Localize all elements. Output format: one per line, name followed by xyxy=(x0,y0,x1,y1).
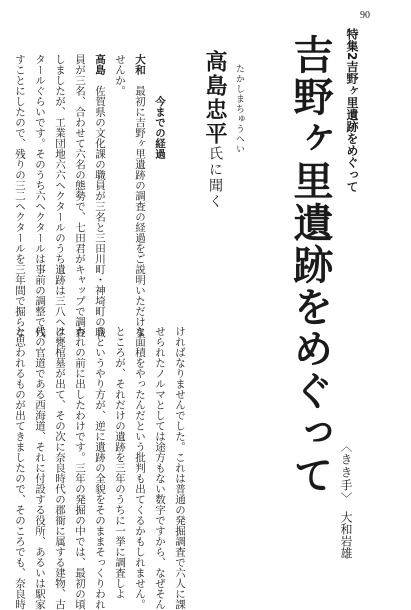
page-number: 90 xyxy=(360,10,370,21)
series-subtitle: 吉野ヶ里遺跡をめぐって xyxy=(345,60,359,193)
body-line: ければなりませんでした。これは普通の発掘調査で六人に課 xyxy=(174,326,186,610)
body-line: うというやり方が、逆に遺跡の全貌をそのままそっくりわれ xyxy=(94,326,106,610)
interviewee-suffix: 氏に聞く xyxy=(207,146,223,210)
body-line: ところが、それだけの遺跡を三年のうちに一挙に調査しよ xyxy=(114,326,126,599)
body-line: しましたが、工業団地六六ヘクタールのうち遺跡は三八ヘク xyxy=(54,54,66,338)
body-line: 代の官道である西海道、それに付設する役所、あるいは駅家 xyxy=(34,326,46,610)
body-line: 員が三名、合わせて六名の態勢で、七田君がキャップで調査 xyxy=(74,54,86,338)
interviewee-name: 高島忠平 xyxy=(202,50,228,146)
name-reading: たかしまちゅうへい xyxy=(234,64,244,154)
interviewee-name-line xyxy=(200,50,231,210)
speaker-label: 大和 xyxy=(134,54,146,75)
body-bottom xyxy=(10,326,190,610)
body-text: 佐賀県の文化課の職員が三名と三田川町・神埼町の職 xyxy=(94,85,106,338)
body-top xyxy=(10,54,170,338)
body-line: な面積をやったんだという批判も出てくるかもしれません。 xyxy=(134,326,146,610)
body-line: と思われるものが出てきましたので、そのころでも、奈良時 xyxy=(14,326,26,610)
body-text: 最初に吉野ヶ里遺跡の調査の経過をご説明いただけま xyxy=(134,85,146,338)
interviewer-label: 〈きき手〉 xyxy=(339,440,353,499)
body-line xyxy=(90,54,110,338)
body-line: すことにしたので、残りの三二ヘクタールを三年間で掘らな xyxy=(14,54,26,338)
series-label: 特集 xyxy=(345,28,359,52)
body-line xyxy=(130,54,150,338)
body-line: せられたノルマとしては途方もない数字ですから、なぜそん xyxy=(154,326,166,610)
article-title: 吉野ヶ里遺跡をめぐって xyxy=(287,34,334,496)
body-line: われの前に出したわけです。三年の発掘の中では、最初の頃 xyxy=(74,326,86,610)
speaker-label: 高島 xyxy=(94,54,106,75)
body-line: は甕棺墓が出て、その次に奈良時代の郡衙に属する建物、古 xyxy=(54,326,66,610)
body-line: せんか。 xyxy=(114,54,126,96)
series-number: 2 xyxy=(345,52,359,61)
interviewee-heading xyxy=(200,50,246,210)
interviewer-credit xyxy=(338,440,355,559)
body-line: タールぐらいです。そのうち六ヘクタールは事前の調整で残 xyxy=(34,54,46,338)
series-heading xyxy=(344,28,361,192)
interviewer-name: 大和岩雄 xyxy=(339,511,353,559)
section-heading: 今までの経過 xyxy=(154,96,166,159)
